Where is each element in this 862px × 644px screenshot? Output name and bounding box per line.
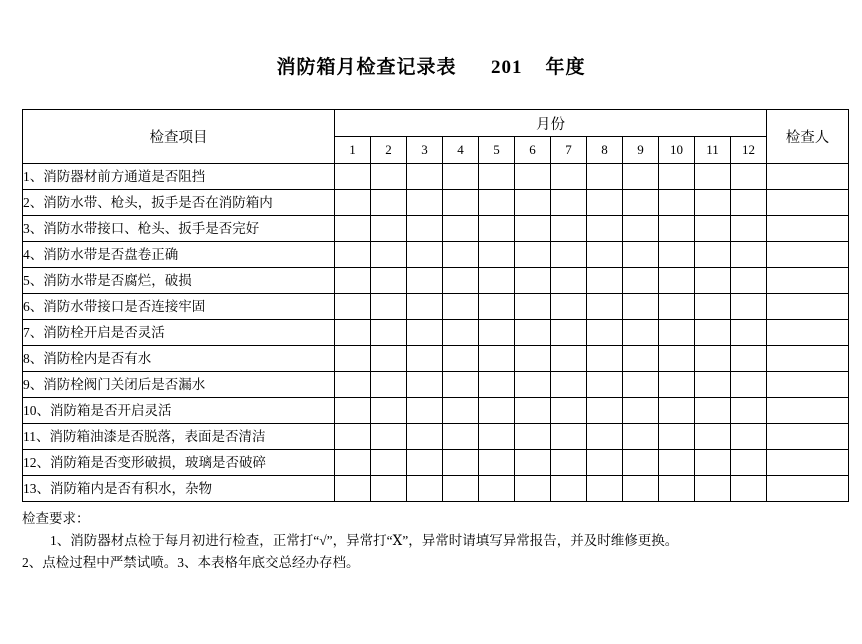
check-cell-month-3[interactable] [407,242,443,268]
month-header-6: 6 [515,137,551,164]
check-cell-month-10[interactable] [659,294,695,320]
check-cell-month-12[interactable] [731,216,767,242]
item-label: 5、消防水带是否腐烂，破损 [23,268,335,294]
check-cell-month-9[interactable] [623,346,659,372]
inspection-record-table [22,109,849,502]
check-cell-month-9[interactable] [623,268,659,294]
check-cell-month-2[interactable] [371,372,407,398]
check-cell-month-12[interactable] [731,398,767,424]
check-cell-month-8[interactable] [587,346,623,372]
check-cell-month-6[interactable] [515,190,551,216]
check-cell-month-6[interactable] [515,268,551,294]
checker-cell[interactable] [767,268,849,294]
check-cell-month-1[interactable] [335,190,371,216]
check-cell-month-7[interactable] [551,164,587,190]
item-label: 8、消防栓内是否有水 [23,346,335,372]
requirements-line-1: 1、消防器材点检于每月初进行检查，正常打“√”，异常打“Ⅹ”，异常时请填写异常报告，并及时维修更换。 [50,532,679,548]
table-header [23,110,849,164]
month-header-12: 12 [731,137,767,164]
check-cell-month-5[interactable] [479,216,515,242]
check-cell-month-7[interactable] [551,424,587,450]
check-cell-month-4[interactable] [443,372,479,398]
check-cell-month-2[interactable] [371,398,407,424]
check-cell-month-4[interactable] [443,320,479,346]
check-cell-month-8[interactable] [587,294,623,320]
check-cell-month-2[interactable] [371,424,407,450]
check-cell-month-3[interactable] [407,320,443,346]
check-cell-month-2[interactable] [371,346,407,372]
check-cell-month-8[interactable] [587,320,623,346]
check-cell-month-11[interactable] [695,450,731,476]
check-cell-month-5[interactable] [479,242,515,268]
check-cell-month-7[interactable] [551,216,587,242]
check-cell-month-5[interactable] [479,268,515,294]
check-cell-month-5[interactable] [479,372,515,398]
check-cell-month-5[interactable] [479,190,515,216]
check-cell-month-10[interactable] [659,372,695,398]
check-cell-month-9[interactable] [623,242,659,268]
check-cell-month-2[interactable] [371,476,407,502]
check-cell-month-11[interactable] [695,424,731,450]
checker-cell[interactable] [767,320,849,346]
check-cell-month-6[interactable] [515,398,551,424]
table-row [23,242,849,268]
check-cell-month-1[interactable] [335,476,371,502]
check-cell-month-10[interactable] [659,164,695,190]
month-header-7: 7 [551,137,587,164]
check-cell-month-6[interactable] [515,476,551,502]
check-cell-month-7[interactable] [551,320,587,346]
check-cell-month-12[interactable] [731,424,767,450]
check-cell-month-7[interactable] [551,372,587,398]
check-cell-month-12[interactable] [731,320,767,346]
item-label: 10、消防箱是否开启灵活 [23,398,335,424]
requirements-heading: 检查要求： [22,511,90,526]
check-cell-month-3[interactable] [407,216,443,242]
check-cell-month-2[interactable] [371,242,407,268]
checker-cell[interactable] [767,164,849,190]
check-cell-month-4[interactable] [443,476,479,502]
check-cell-month-7[interactable] [551,450,587,476]
check-cell-month-9[interactable] [623,476,659,502]
check-cell-month-7[interactable] [551,294,587,320]
requirements-line-2: 2、点检过程中严禁试喷。3、本表格年底交总经办存档。 [22,554,360,570]
table-row [23,216,849,242]
check-cell-month-12[interactable] [731,346,767,372]
item-label: 2、消防水带、枪头，扳手是否在消防箱内 [23,190,335,216]
check-cell-month-11[interactable] [695,476,731,502]
check-cell-month-8[interactable] [587,424,623,450]
check-cell-month-2[interactable] [371,320,407,346]
check-cell-month-4[interactable] [443,242,479,268]
check-cell-month-1[interactable] [335,424,371,450]
month-header-4: 4 [443,137,479,164]
check-cell-month-8[interactable] [587,242,623,268]
check-cell-month-1[interactable] [335,294,371,320]
check-cell-month-8[interactable] [587,216,623,242]
check-cell-month-5[interactable] [479,346,515,372]
check-cell-month-11[interactable] [695,216,731,242]
check-cell-month-7[interactable] [551,476,587,502]
check-cell-month-8[interactable] [587,476,623,502]
check-cell-month-5[interactable] [479,320,515,346]
item-label: 13、消防箱内是否有积水，杂物 [23,476,335,502]
month-header-1: 1 [335,137,371,164]
check-cell-month-1[interactable] [335,398,371,424]
check-cell-month-5[interactable] [479,450,515,476]
check-cell-month-9[interactable] [623,320,659,346]
checker-cell[interactable] [767,424,849,450]
check-cell-month-7[interactable] [551,190,587,216]
table-row [23,294,849,320]
check-cell-month-8[interactable] [587,268,623,294]
check-cell-month-1[interactable] [335,346,371,372]
check-cell-month-11[interactable] [695,346,731,372]
checker-cell[interactable] [767,372,849,398]
check-cell-month-8[interactable] [587,398,623,424]
table-row [23,398,849,424]
check-cell-month-8[interactable] [587,190,623,216]
check-cell-month-6[interactable] [515,450,551,476]
check-cell-month-8[interactable] [587,164,623,190]
check-cell-month-11[interactable] [695,190,731,216]
check-cell-month-1[interactable] [335,164,371,190]
check-cell-month-9[interactable] [623,372,659,398]
check-cell-month-10[interactable] [659,320,695,346]
check-cell-month-6[interactable] [515,346,551,372]
check-cell-month-5[interactable] [479,424,515,450]
document-page [0,52,862,644]
inspection-requirements [22,508,840,574]
item-label: 12、消防箱是否变形破损，玻璃是否破碎 [23,450,335,476]
check-cell-month-10[interactable] [659,216,695,242]
check-cell-month-6[interactable] [515,424,551,450]
check-cell-month-3[interactable] [407,450,443,476]
column-header-month-group: 月份 [335,110,767,137]
item-label: 3、消防水带接口、枪头、扳手是否完好 [23,216,335,242]
check-cell-month-8[interactable] [587,372,623,398]
check-cell-month-5[interactable] [479,398,515,424]
check-cell-month-6[interactable] [515,320,551,346]
check-cell-month-11[interactable] [695,320,731,346]
month-header-2: 2 [371,137,407,164]
check-cell-month-2[interactable] [371,216,407,242]
check-cell-month-11[interactable] [695,398,731,424]
item-label: 11、消防箱油漆是否脱落，表面是否清洁 [23,424,335,450]
check-cell-month-2[interactable] [371,450,407,476]
check-cell-month-3[interactable] [407,476,443,502]
check-cell-month-3[interactable] [407,372,443,398]
check-cell-month-1[interactable] [335,450,371,476]
check-cell-month-3[interactable] [407,190,443,216]
check-cell-month-1[interactable] [335,216,371,242]
check-cell-month-1[interactable] [335,268,371,294]
check-cell-month-12[interactable] [731,450,767,476]
check-cell-month-9[interactable] [623,424,659,450]
check-cell-month-12[interactable] [731,476,767,502]
check-cell-month-10[interactable] [659,268,695,294]
table-row [23,424,849,450]
check-cell-month-6[interactable] [515,216,551,242]
checker-cell[interactable] [767,190,849,216]
check-cell-month-9[interactable] [623,398,659,424]
check-cell-month-6[interactable] [515,372,551,398]
check-cell-month-10[interactable] [659,450,695,476]
check-cell-month-4[interactable] [443,294,479,320]
check-cell-month-5[interactable] [479,164,515,190]
check-cell-month-10[interactable] [659,346,695,372]
column-header-item: 检查项目 [23,110,335,164]
item-label: 7、消防栓开启是否灵活 [23,320,335,346]
check-cell-month-4[interactable] [443,190,479,216]
check-cell-month-1[interactable] [335,372,371,398]
column-header-checker: 检查人 [767,110,849,164]
check-cell-month-3[interactable] [407,164,443,190]
table-row [23,476,849,502]
check-cell-month-4[interactable] [443,450,479,476]
check-cell-month-3[interactable] [407,346,443,372]
month-header-3: 3 [407,137,443,164]
check-cell-month-3[interactable] [407,294,443,320]
checker-cell[interactable] [767,450,849,476]
month-header-9: 9 [623,137,659,164]
check-cell-month-1[interactable] [335,320,371,346]
check-cell-month-12[interactable] [731,190,767,216]
check-cell-month-5[interactable] [479,476,515,502]
check-cell-month-6[interactable] [515,164,551,190]
table-body [23,164,849,502]
checker-cell[interactable] [767,476,849,502]
check-cell-month-10[interactable] [659,242,695,268]
check-cell-month-6[interactable] [515,242,551,268]
check-cell-month-4[interactable] [443,164,479,190]
check-cell-month-10[interactable] [659,398,695,424]
checker-cell[interactable] [767,216,849,242]
check-cell-month-2[interactable] [371,294,407,320]
check-cell-month-9[interactable] [623,164,659,190]
check-cell-month-7[interactable] [551,398,587,424]
check-cell-month-4[interactable] [443,346,479,372]
month-header-10: 10 [659,137,695,164]
check-cell-month-7[interactable] [551,242,587,268]
item-label: 4、消防水带是否盘卷正确 [23,242,335,268]
check-cell-month-11[interactable] [695,268,731,294]
table-row [23,346,849,372]
check-cell-month-3[interactable] [407,424,443,450]
check-cell-month-4[interactable] [443,398,479,424]
check-cell-month-3[interactable] [407,268,443,294]
table-row [23,450,849,476]
checker-cell[interactable] [767,398,849,424]
check-cell-month-10[interactable] [659,476,695,502]
check-cell-month-5[interactable] [479,294,515,320]
table-row [23,320,849,346]
check-cell-month-8[interactable] [587,450,623,476]
check-cell-month-9[interactable] [623,450,659,476]
check-cell-month-4[interactable] [443,424,479,450]
check-cell-month-6[interactable] [515,294,551,320]
month-header-8: 8 [587,137,623,164]
check-cell-month-2[interactable] [371,164,407,190]
table-row [23,268,849,294]
item-label: 6、消防水带接口是否连接牢固 [23,294,335,320]
check-cell-month-12[interactable] [731,268,767,294]
item-label: 9、消防栓阀门关闭后是否漏水 [23,372,335,398]
check-cell-month-12[interactable] [731,164,767,190]
check-cell-month-12[interactable] [731,294,767,320]
item-label: 1、消防器材前方通道是否阻挡 [23,164,335,190]
check-cell-month-1[interactable] [335,242,371,268]
check-cell-month-3[interactable] [407,398,443,424]
check-cell-month-11[interactable] [695,164,731,190]
check-cell-month-9[interactable] [623,216,659,242]
page-title: 消防箱月检查记录表 201 年度 [276,57,586,78]
check-cell-month-4[interactable] [443,268,479,294]
check-cell-month-12[interactable] [731,372,767,398]
check-cell-month-4[interactable] [443,216,479,242]
check-cell-month-9[interactable] [623,190,659,216]
check-cell-month-11[interactable] [695,294,731,320]
table-row [23,190,849,216]
checker-cell[interactable] [767,294,849,320]
check-cell-month-10[interactable] [659,424,695,450]
checker-cell[interactable] [767,242,849,268]
check-cell-month-11[interactable] [695,242,731,268]
check-cell-month-11[interactable] [695,372,731,398]
check-cell-month-9[interactable] [623,294,659,320]
check-cell-month-10[interactable] [659,190,695,216]
month-header-11: 11 [695,137,731,164]
check-cell-month-2[interactable] [371,190,407,216]
checker-cell[interactable] [767,346,849,372]
check-cell-month-12[interactable] [731,242,767,268]
check-cell-month-7[interactable] [551,268,587,294]
month-header-5: 5 [479,137,515,164]
header-row-top [23,110,849,137]
table-row [23,372,849,398]
check-cell-month-2[interactable] [371,268,407,294]
check-cell-month-7[interactable] [551,346,587,372]
table-row [23,164,849,190]
